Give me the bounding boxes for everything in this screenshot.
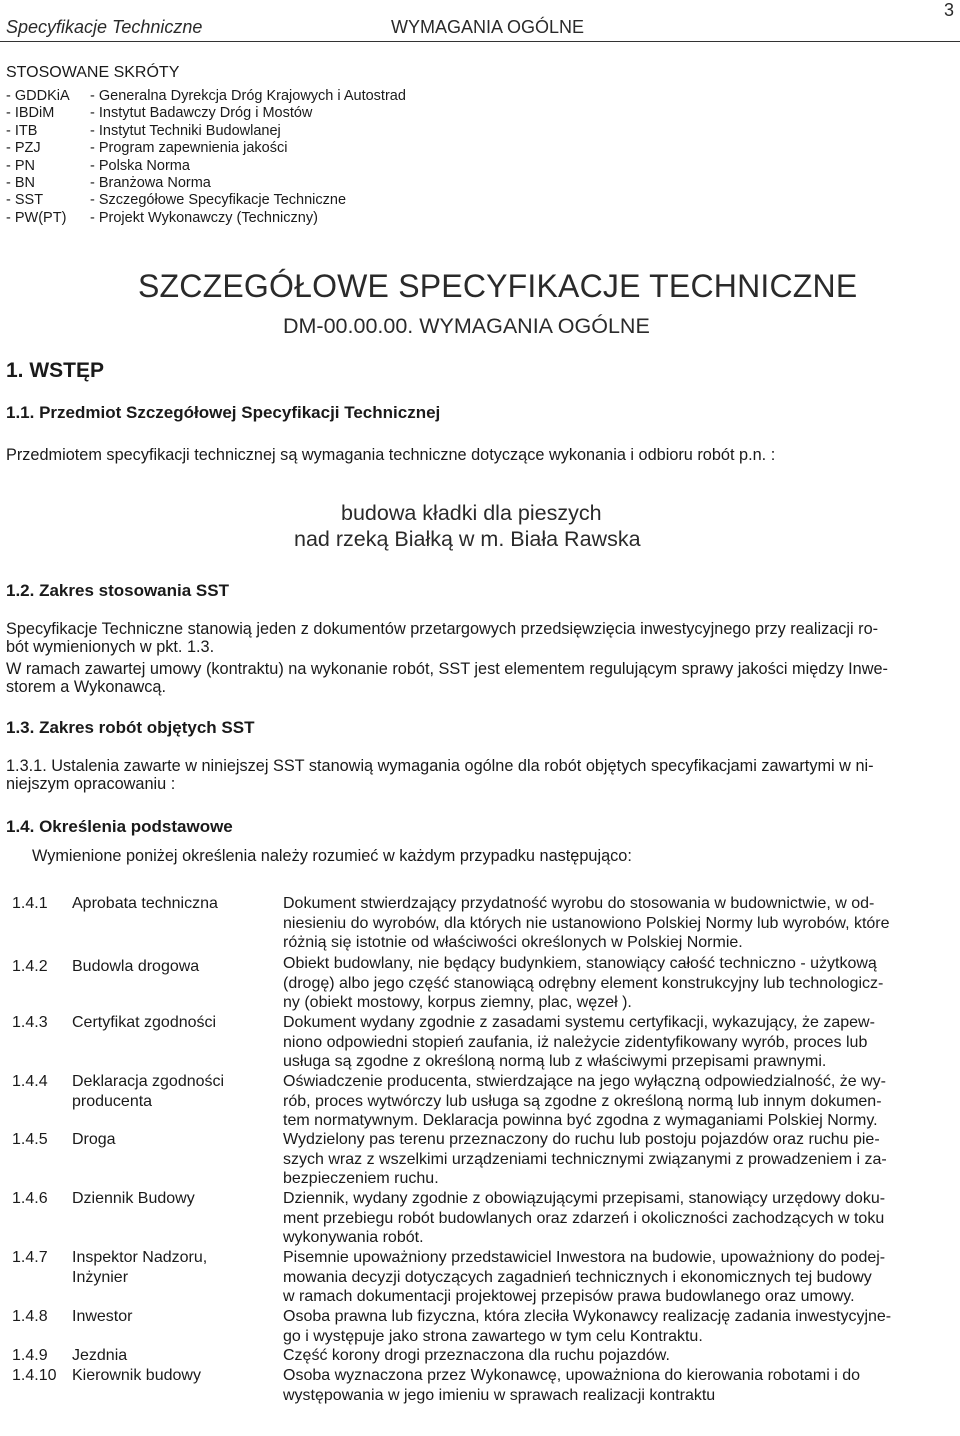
text-line: Dziennik, wydany zgodnie z obowiązującymi przepisami, stanowiący urzędowy doku- [283, 1190, 886, 1207]
definition-text [283, 1307, 947, 1346]
text-line: usługa są zgodne z określoną normą lub z właściwymi przepisami prawnymi. [283, 1053, 827, 1071]
paragraph-1-4-intro: Wymienione poniżej określenia należy rozumieć w każdym przypadku następująco: [32, 847, 632, 865]
definition-text [283, 1346, 947, 1366]
text-line: ment przebiegu robót budowlanych oraz zdarzeń i okoliczności zachodzących w toku [283, 1209, 885, 1227]
text-line: ny (obiekt mostowy, korpus ziemny, plac, węzeł ). [283, 994, 632, 1012]
text-line: bót wymienionych w pkt. 1.3. [6, 638, 215, 656]
definition-term: Kierownik budowy [72, 1367, 201, 1384]
definition-term-line: Inżynier [72, 1268, 129, 1286]
text-line: mowania decyzji dotyczących zagadnień technicznych i ekonomicznych tej budowy [283, 1268, 872, 1286]
definition-term: Certyfikat zgodności [72, 1014, 217, 1031]
abbreviation-code: - GDDKiA [6, 88, 70, 104]
text-line: Osoba prawna lub fizyczna, która zleciła Wykonawcy realizację zadania inwestycyjne- [283, 1308, 892, 1325]
abbreviations-list [6, 88, 406, 227]
definition-number: 1.4.2 [12, 958, 48, 975]
definition-text [283, 1013, 947, 1072]
definition-text [283, 894, 947, 953]
abbreviation-desc: - Instytut Badawczy Dróg i Mostów [90, 105, 313, 122]
text-line: Oświadczenie producenta, stwierdzające na jego wyłączną odpowiedzialność, że wy- [283, 1073, 886, 1090]
text-line: w ramach dokumentacji projektowej przepisów prawa budowlanego oraz umowy. [283, 1288, 855, 1306]
text-line: niejszym opracowaniu : [6, 775, 176, 793]
abbreviation-code: - PZJ [6, 140, 41, 157]
definition-term [72, 1248, 272, 1287]
definition-term: Jezdnia [72, 1347, 128, 1364]
section-heading-1-2: 1.2. Zakres stosowania SST [6, 581, 229, 600]
text-line: występowania w jego imieniu w sprawach realizacji kontraktu [283, 1386, 716, 1404]
text-line: Dokument wydany zgodnie z zasadami systemu certyfikacji, wykazujący, że zapew- [283, 1014, 875, 1031]
header-section-title: WYMAGANIA OGÓLNE [391, 17, 585, 37]
definition-term-line: producenta [72, 1092, 153, 1110]
definition-number: 1.4.4 [12, 1073, 48, 1090]
definition-text [283, 954, 947, 1013]
text-line: storem a Wykonawcą. [6, 678, 167, 696]
definition-text [283, 1072, 947, 1131]
text-line: wykonywania robót. [283, 1229, 424, 1247]
paragraph-1-1: Przedmiotem specyfikacji technicznej są wymagania techniczne dotyczące wykonania i odbioru robót p.n. : [6, 446, 776, 464]
abbreviation-item [6, 123, 406, 140]
text-line: W ramach zawartej umowy (kontraktu) na wykonanie robót, SST jest elementem regulującym sprawy jakości między Inwe- [6, 660, 888, 678]
text-line: niono odpowiedni stopień zaufania, iż należycie zidentyfikowany wyrób, proces lub [283, 1033, 868, 1051]
header-divider [0, 41, 960, 42]
abbreviation-code: - PN [6, 157, 35, 174]
abbreviation-item [6, 140, 406, 157]
definition-number: 1.4.6 [12, 1190, 48, 1207]
abbreviation-desc: - Polska Norma [90, 157, 190, 174]
text-line: szych wraz z wszelkimi urządzeniami technicznymi związanymi z prowadzeniem i za- [283, 1150, 887, 1168]
abbreviation-desc: - Program zapewnienia jakości [90, 140, 288, 157]
abbreviation-desc: - Szczegółowe Specyfikacje Techniczne [90, 192, 347, 209]
text-line: Wydzielony pas terenu przeznaczony do ruchu lub postoju pojazdów oraz ruchu pie- [283, 1131, 880, 1148]
definition-number: 1.4.1 [12, 895, 48, 912]
section-heading-1-3: 1.3. Zakres robót objętych SST [6, 718, 255, 737]
definition-text [283, 1366, 947, 1405]
definition-term [72, 1072, 272, 1111]
section-heading-1-4: 1.4. Określenia podstawowe [6, 817, 233, 836]
definition-text [283, 1248, 947, 1307]
text-line: 1.3.1. Ustalenia zawarte w niniejszej SST stanowią wymagania ogólne dla robót objętych specyfikacjami zawartymi w ni- [6, 757, 874, 775]
abbreviation-item [6, 88, 406, 105]
text-line: tem normatywnym. Deklaracja powinna być zgodna z wymaganiami Polskiej Normy. [283, 1112, 878, 1130]
document-title: SZCZEGÓŁOWE SPECYFIKACJE TECHNICZNE [138, 268, 858, 304]
section-heading-1-1: 1.1. Przedmiot Szczegółowej Specyfikacji Technicznej [6, 403, 441, 422]
abbreviation-item [6, 192, 406, 209]
abbreviation-desc: - Projekt Wykonawczy (Techniczny) [90, 209, 318, 226]
text-line: (drogę) albo jego część stanowiącą odrębny element konstrukcyjny lub technologicz- [283, 974, 884, 992]
abbreviation-item [6, 158, 406, 175]
abbreviations-title: STOSOWANE SKRÓTY [6, 64, 180, 81]
paragraph-1-2-a [6, 620, 936, 656]
text-line: Dokument stwierdzający przydatność wyrobu do stosowania w budownictwie, w od- [283, 895, 875, 912]
definition-term: Budowla drogowa [72, 958, 200, 975]
definition-term: Droga [72, 1131, 116, 1148]
abbreviation-item [6, 175, 406, 192]
paragraph-1-2-b [6, 660, 936, 696]
project-name-line2: nad rzeką Białką w m. Biała Rawska [294, 527, 641, 551]
abbreviation-desc: - Branżowa Norma [90, 174, 211, 191]
abbreviation-code: - BN [6, 174, 35, 191]
abbreviation-code: - IBDiM [6, 105, 55, 122]
text-line: Część korony drogi przeznaczona dla ruchu pojazdów. [283, 1347, 670, 1364]
definition-number: 1.4.5 [12, 1131, 48, 1148]
text-line: rób, proces wytwórczy lub usługa są zgodne z określoną normą lub innym dokumen- [283, 1092, 882, 1110]
abbreviation-desc: - Instytut Techniki Budowlanej [90, 122, 281, 139]
abbreviation-code: - ITB [6, 122, 38, 139]
document-subtitle: DM-00.00.00. WYMAGANIA OGÓLNE [283, 314, 650, 338]
definition-number: 1.4.10 [12, 1367, 57, 1384]
abbreviation-code: - PW(PT) [6, 209, 67, 226]
abbreviation-item [6, 105, 406, 122]
text-line: bezpieczeniem ruchu. [283, 1170, 439, 1188]
text-line: niesieniu do wyrobów, dla których nie ustanowiono Polskiej Normy lub wyrobów, które [283, 914, 890, 932]
definition-number: 1.4.9 [12, 1347, 48, 1364]
abbreviation-item [6, 210, 406, 227]
header-doc-type: Specyfikacje Techniczne [6, 17, 203, 37]
paragraph-1-3-1 [6, 757, 936, 793]
text-line: Specyfikacje Techniczne stanowią jeden z dokumentów przetargowych przedsięwzięcia inwestycyjnego przy realizacji ro- [6, 620, 879, 638]
project-name-line1: budowa kładki dla pieszych [341, 501, 602, 525]
text-line: Obiekt budowlany, nie będący budynkiem, stanowiący całość techniczno - użytkową [283, 955, 877, 972]
definition-text [283, 1189, 947, 1248]
definition-term-line: Deklaracja zgodności [72, 1073, 225, 1090]
definition-term-line: Inspektor Nadzoru, [72, 1249, 208, 1266]
abbreviation-code: - SST [6, 192, 44, 209]
text-line: go i występuje jako strona zawartego w tym celu Kontraktu. [283, 1327, 703, 1345]
section-heading-wstep: 1. WSTĘP [6, 359, 105, 382]
definition-term: Inwestor [72, 1308, 133, 1325]
abbreviation-desc: - Generalna Dyrekcja Dróg Krajowych i Autostrad [90, 88, 406, 104]
page-number: 3 [943, 0, 954, 20]
page-header [0, 0, 960, 40]
definition-number: 1.4.3 [12, 1014, 48, 1031]
text-line: różnią się istotnie od właściwości określonych w Polskiej Normie. [283, 934, 743, 952]
definition-text [283, 1130, 947, 1189]
definition-number: 1.4.7 [12, 1249, 48, 1266]
text-line: Pisemnie upoważniony przedstawiciel Inwestora na budowie, upoważniony do podej- [283, 1249, 886, 1266]
definition-term: Dziennik Budowy [72, 1190, 195, 1207]
text-line: Osoba wyznaczona przez Wykonawcę, upoważniona do kierowania robotami i do [283, 1367, 861, 1384]
definition-term: Aprobata techniczna [72, 895, 218, 912]
definition-number: 1.4.8 [12, 1308, 48, 1325]
